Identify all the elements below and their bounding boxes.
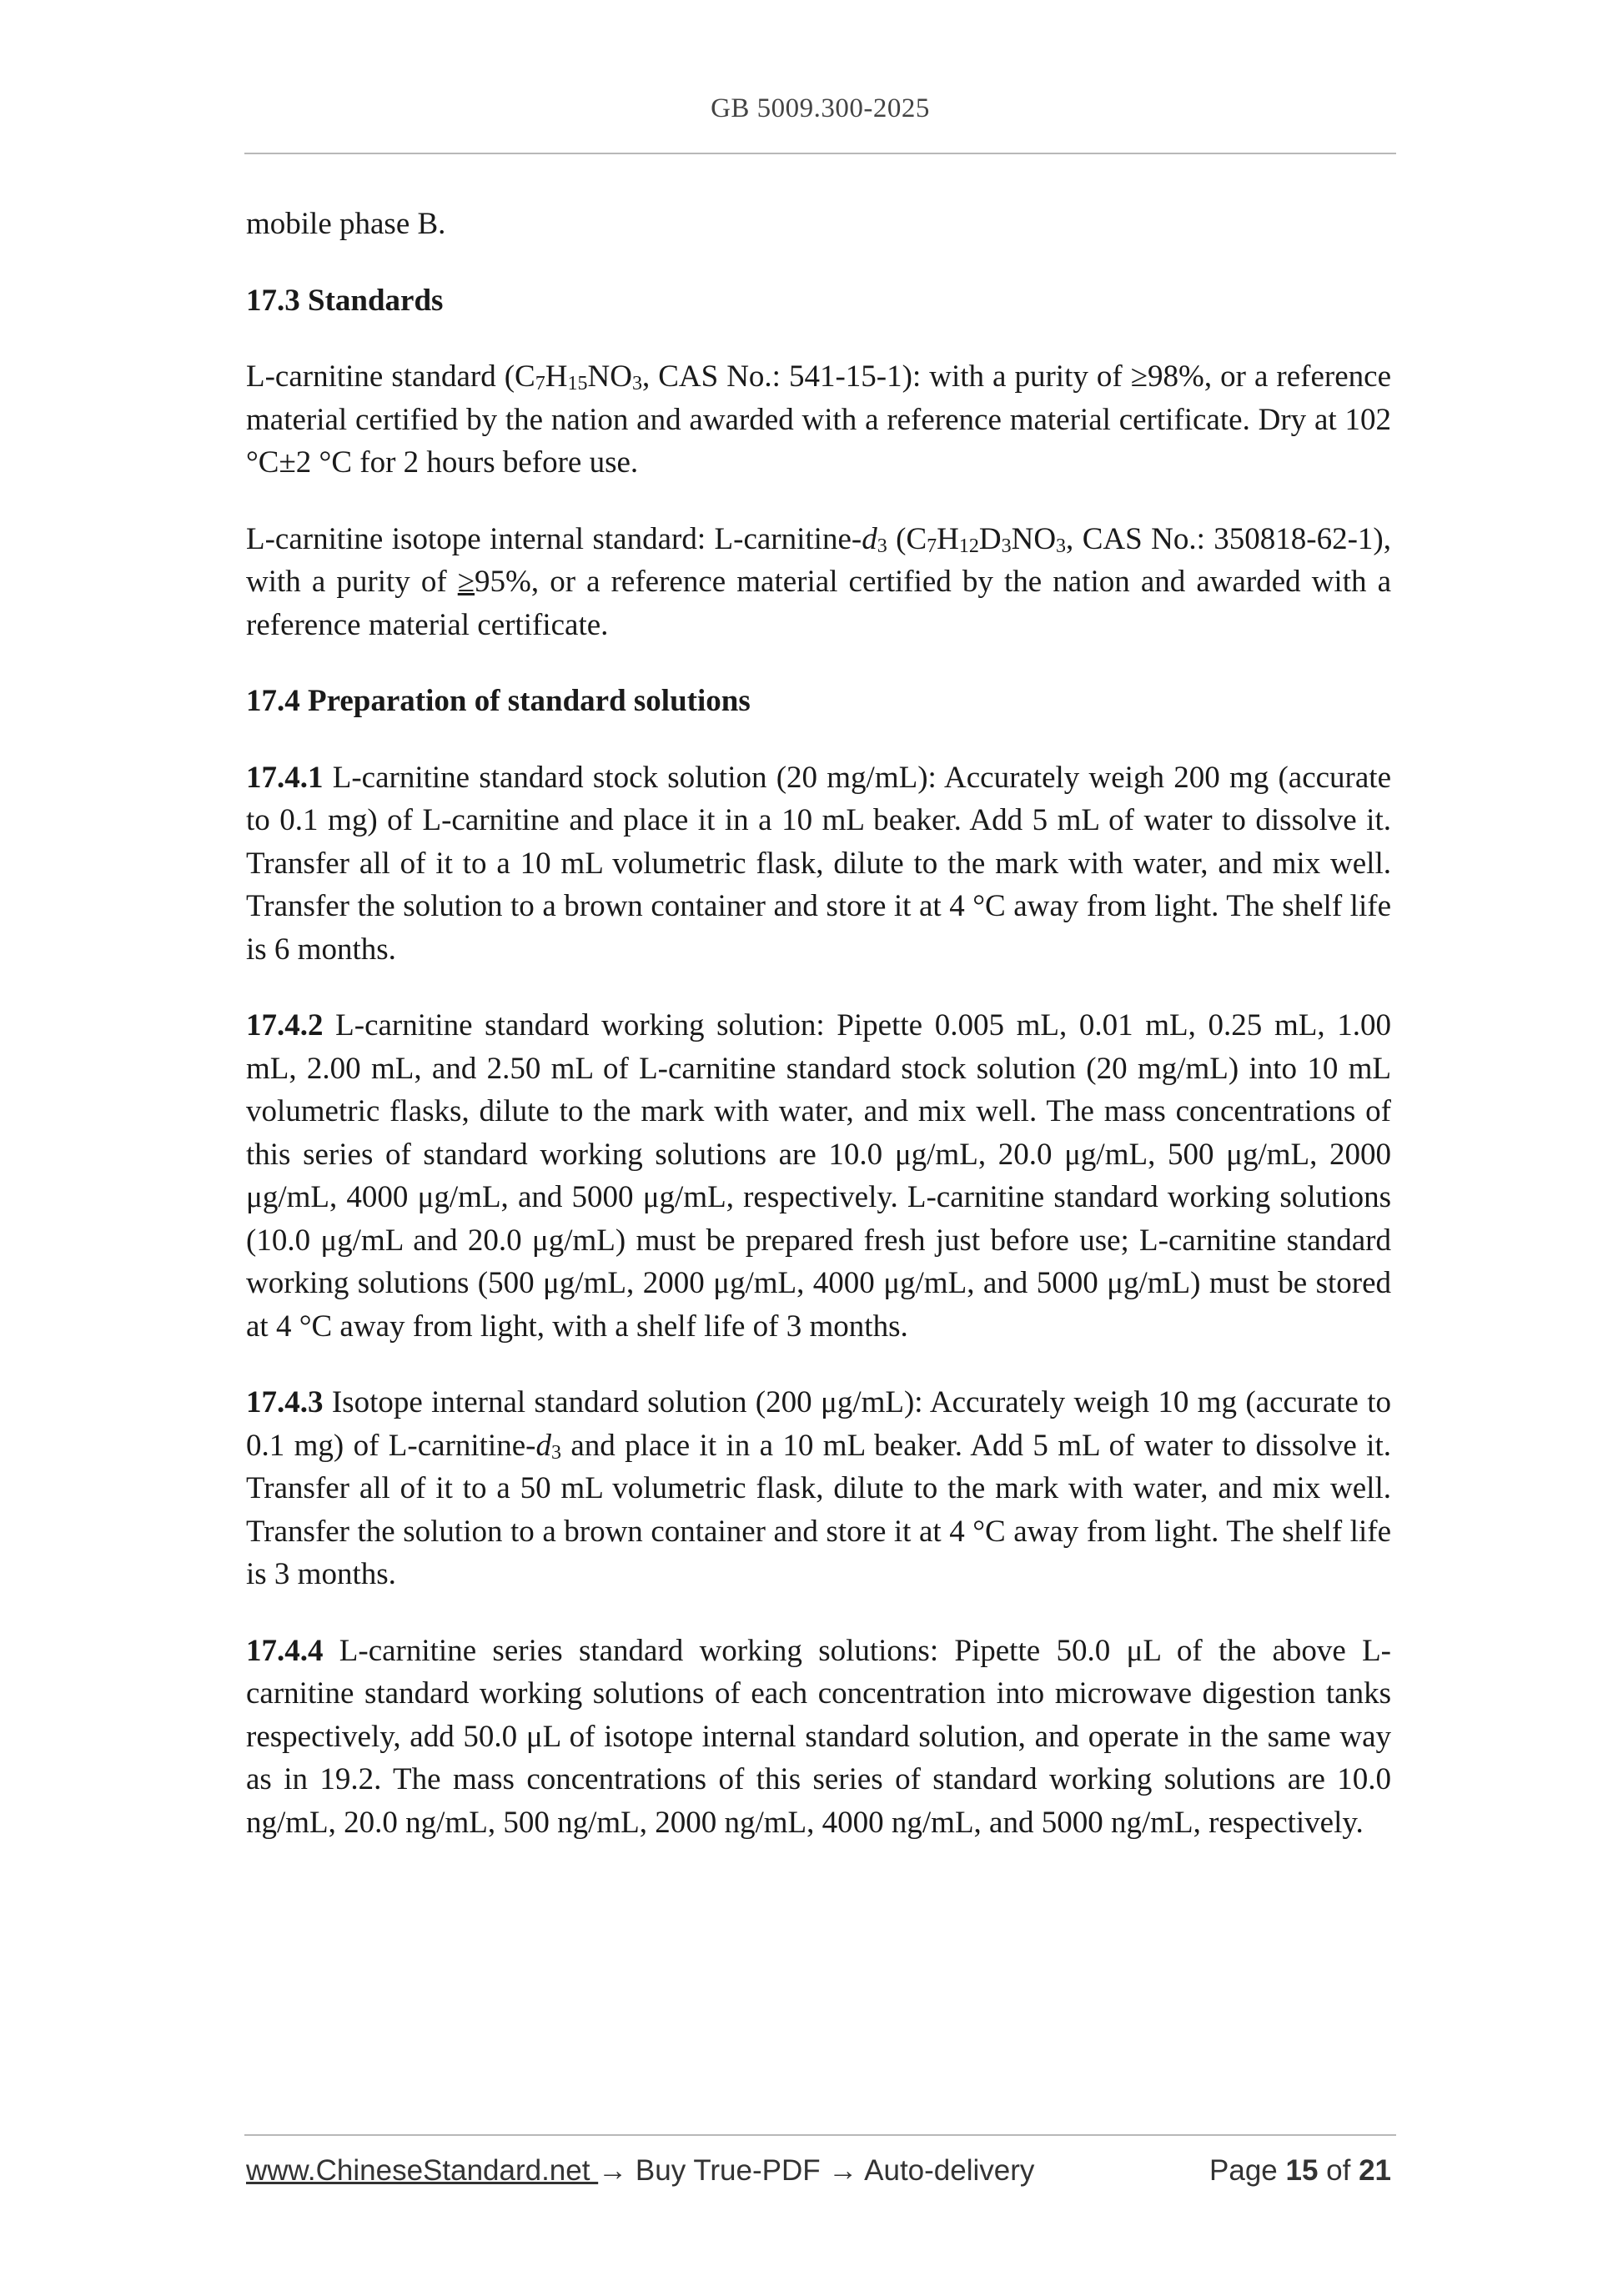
- header-divider: [244, 153, 1396, 154]
- page-number: Page 15 of 21: [1209, 2154, 1391, 2187]
- website-link[interactable]: www.ChineseStandard.net: [246, 2154, 599, 2187]
- clause-number: 17.4.2: [246, 1008, 324, 1042]
- footer-divider: [244, 2134, 1396, 2136]
- document-id: GB 5009.300-2025: [711, 93, 930, 123]
- total-pages: 21: [1359, 2154, 1391, 2187]
- clause-number: 17.4.1: [246, 760, 324, 795]
- page-header: [244, 93, 1396, 124]
- arrow-right-icon: →: [828, 2154, 858, 2187]
- paragraph-l-carnitine-standard: L-carnitine standard ($C_7H_{15}NO_3$, CAS No.: 541-15-1): with a purity of ≥98%, or a reference material certified by the nation and awarded with a reference material certificate. Dry at 102 °C±2 °C for 2 hours before use.: [246, 359, 1391, 480]
- clause-17-4-3: 17.4.3 Isotope internal standard solution (200 μg/mL): Accurately weigh 10 mg (accurate to 0.1 mg) of $L-carnitine-d_3$ and place it in a 10 mL beaker. Add 5 mL of water to dissolve it. Transfer all of it to a 50 mL volumetric flask, dilute to the mark with water, and mix well. Transfer the solution to a brown container and store it at 4 °C away from light. The shelf life is 3 months.: [246, 1385, 1391, 1591]
- section-heading-17-4: 17.4 Preparation of standard solutions: [246, 684, 751, 718]
- current-page: 15: [1285, 2154, 1319, 2187]
- clause-number: 17.4.4: [246, 1633, 324, 1668]
- paragraph-isotope-internal-standard: L-carnitine isotope internal standard: $L-carnitine-d_3$ ($C_7H_{12}D_3NO_3$, CAS No.: 350818-62-1), with a purity of ≥95%, or a reference material certified by the nation and awarded with a reference material certificate.: [246, 521, 1391, 642]
- clause-number: 17.4.3: [246, 1385, 324, 1419]
- clause-17-4-1: 17.4.1 L-carnitine standard stock solution (20 mg/mL): Accurately weigh 200 mg (accurate to 0.1 mg) of L-carnitine and place it in a 10 mL beaker. Add 5 mL of water to dissolve it. Transfer all of it to a 10 mL volumetric flask, dilute to the mark with water, and mix well. Transfer the solution to a brown container and store it at 4 °C away from light. The shelf life is 6 months.: [246, 760, 1391, 967]
- footer-promo: www.ChineseStandard.net → Buy True-PDF → Auto-delivery: [246, 2154, 1035, 2187]
- paragraph-continuation: mobile phase B.: [246, 207, 446, 241]
- section-heading-17-3: 17.3 Standards: [246, 283, 444, 318]
- clause-17-4-4: 17.4.4 L-carnitine series standard working solutions: Pipette 50.0 μL of the above L-carnitine standard working solutions of each concentration into microwave digestion tanks respectively, add 50.0 μL of isotope internal standard solution, and operate in the same way as in 19.2. The mass concentrations of this series of standard working solutions are 10.0 ng/mL, 20.0 ng/mL, 500 ng/mL, 2000 ng/mL, 4000 ng/mL, and 5000 ng/mL, respectively.: [246, 1633, 1391, 1840]
- clause-17-4-2: 17.4.2 L-carnitine standard working solution: Pipette 0.005 mL, 0.01 mL, 0.25 mL, 1.00 mL, 2.00 mL, and 2.50 mL of L-carnitine standard stock solution (20 mg/mL) into 10 mL volumetric flasks, dilute to the mark with water, and mix well. The mass concentrations of this series of standard working solutions are 10.0 μg/mL, 20.0 μg/mL, 500 μg/mL, 2000 μg/mL, 4000 μg/mL, and 5000 μg/mL, respectively. L-carnitine standard working solutions (10.0 μg/mL and 20.0 μg/mL) must be prepared fresh just before use; L-carnitine standard working solutions (500 μg/mL, 2000 μg/mL, 4000 μg/mL, and 5000 μg/mL) must be stored at 4 °C away from light, with a shelf life of 3 months.: [246, 1008, 1391, 1344]
- arrow-right-icon: →: [598, 2154, 628, 2187]
- page-content: [246, 203, 1391, 1877]
